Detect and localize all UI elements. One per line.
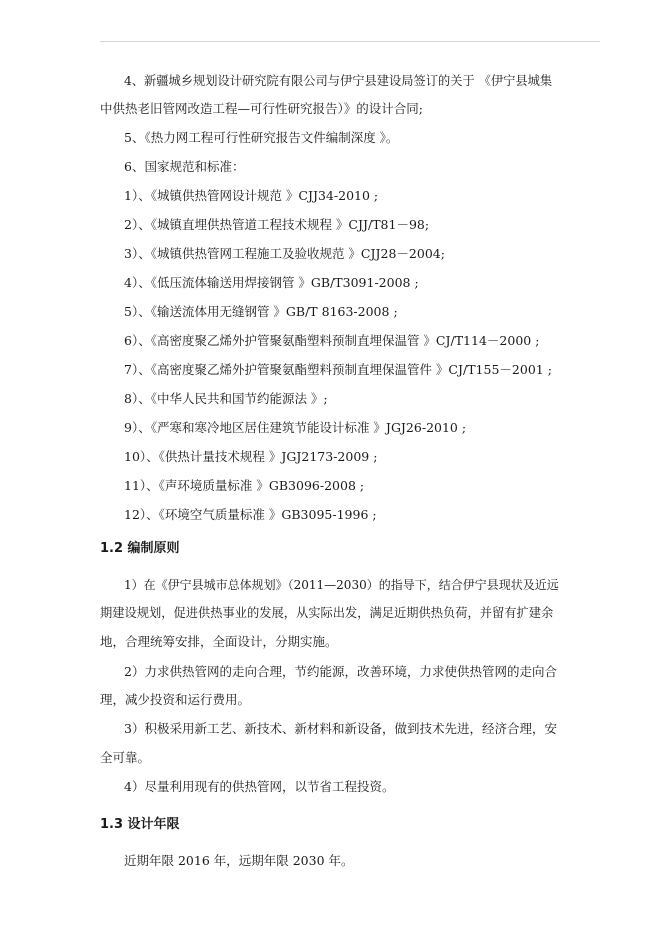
design-period-text: 近期年限 2016 年，远期年限 2030 年。 <box>124 853 354 868</box>
standard-item-3: 3）、《城镇供热管网工程施工及验收规范 》CJJ28－2004; <box>124 246 445 261</box>
reference-item-4-line1: 4、新疆城乡规划设计研究院有限公司与伊宁县建设局签订的关于 《伊宁县城集 <box>124 74 553 88</box>
principle-2-line2: 理，减少投资和运行费用。 <box>100 692 251 707</box>
standard-item-10: 10）、《供热计量技术规程 》JGJ2173-2009 ; <box>124 449 378 464</box>
standard-item-12: 12）、《环境空气质量标准 》GB3095-1996 ; <box>124 507 377 522</box>
section-heading-1-3: 1.3 设计年限 <box>100 817 180 832</box>
standard-item-2: 2）、《城镇直埋供热管道工程技术规程 》CJJ/T81－98; <box>124 217 430 232</box>
standard-item-1: 1）、《城镇供热管网设计规范 》CJJ34-2010 ; <box>124 188 379 203</box>
principle-1-line1: 1）在《伊宁县城市总体规划》（2011—2030）的指导下，结合伊宁县现状及近远 <box>124 578 559 592</box>
principle-1-line3: 地，合理统筹安排，全面设计，分期实施。 <box>100 634 338 649</box>
standard-item-4: 4）、《低压流体输送用焊接钢管 》GB/T3091-2008 ; <box>124 275 419 290</box>
standard-item-11: 11）、《声环境质量标准 》GB3096-2008 ; <box>124 478 365 493</box>
reference-item-6: 6、国家规范和标准： <box>124 159 245 174</box>
standard-item-5: 5）、《输送流体用无缝钢管 》GB/T 8163-2008 ; <box>124 304 398 319</box>
standard-item-8: 8）、《中华人民共和国节约能源法 》; <box>124 391 328 406</box>
standard-item-9: 9）、《严寒和寒冷地区居住建筑节能设计标准 》JGJ26-2010 ; <box>124 420 467 435</box>
standard-item-6: 6）、《高密度聚乙烯外护管聚氨酯塑料预制直埋保温管 》CJ/T114－2000 ; <box>124 333 540 348</box>
reference-item-4-line2: 中供热老旧管网改造工程—可行性研究报告）》的设计合同; <box>100 101 423 116</box>
standard-item-7: 7）、《高密度聚乙烯外护管聚氨酯塑料预制直埋保温管件 》CJ/T155－2001 ; <box>124 362 552 377</box>
principle-2-line1: 2）力求供热管网的走向合理，节约能源，改善环境，力求使供热管网的走向合 <box>124 664 557 679</box>
principle-3-line2: 全可靠。 <box>100 750 151 765</box>
principle-3-line1: 3）积极采用新工艺、新技术、新材料和新设备，做到技术先进，经济合理，安 <box>124 721 557 736</box>
header-rule <box>100 41 600 42</box>
principle-4: 4）尽量利用现有的供热管网，以节省工程投资。 <box>124 779 395 794</box>
section-heading-1-2: 1.2 编制原则 <box>100 541 180 556</box>
principle-1-line2: 期建设规划，促进供热事业的发展，从实际出发，满足近期供热负荷，并留有扩建余 <box>100 606 554 620</box>
reference-item-5: 5、《热力网工程可行性研究报告文件编制深度 》。 <box>124 130 399 145</box>
